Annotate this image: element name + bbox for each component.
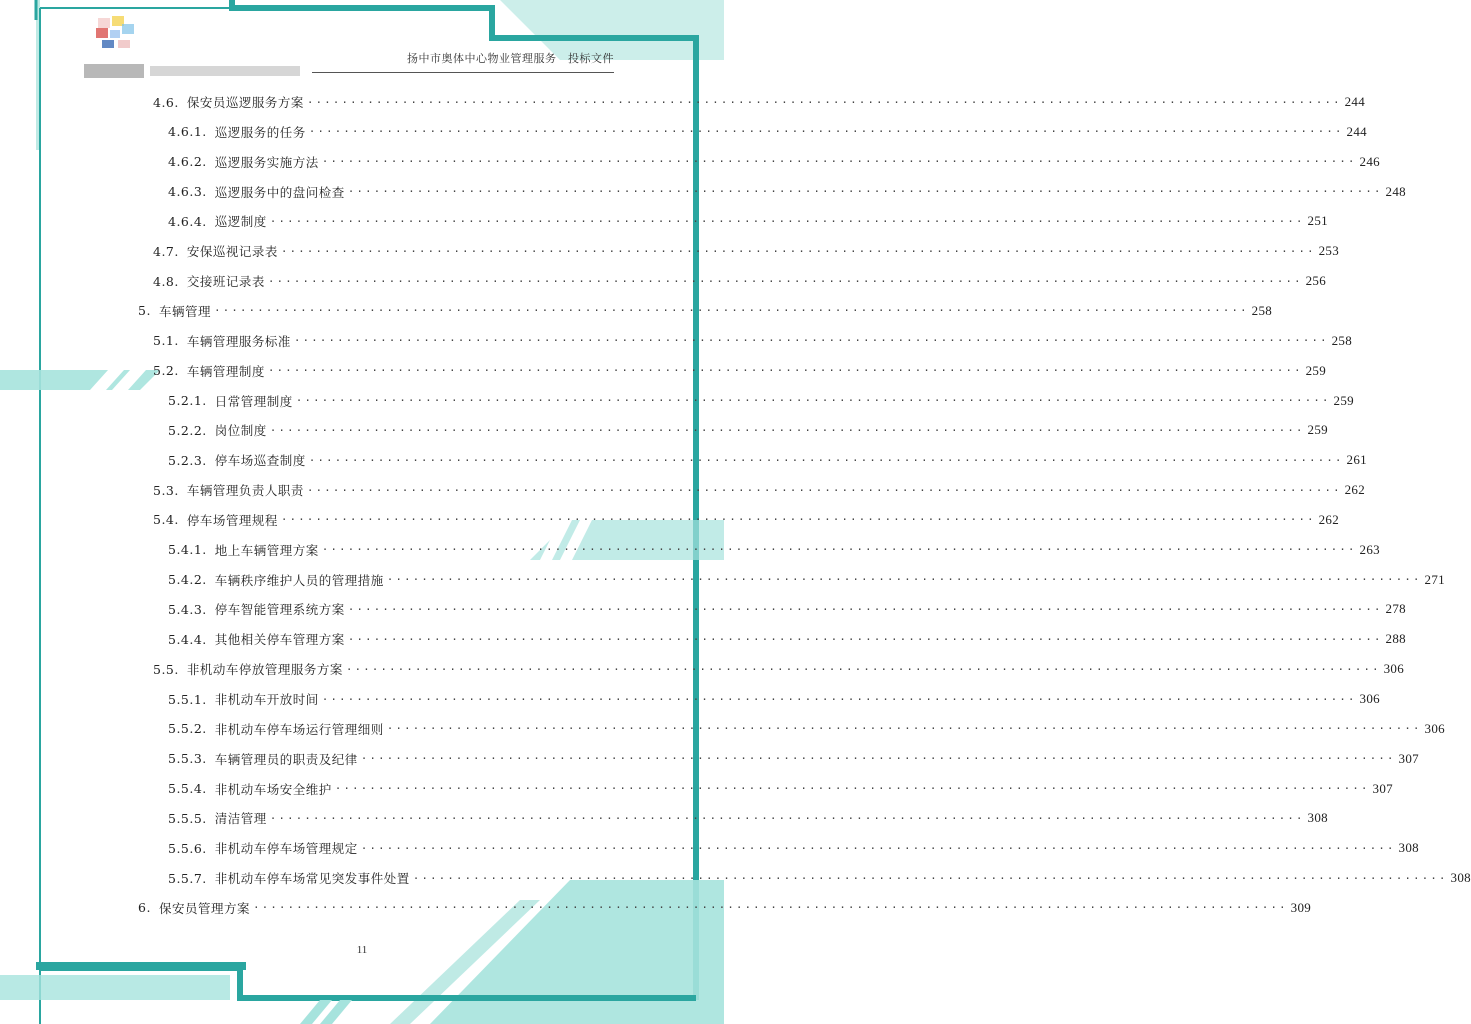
toc-entry-number: 5.4. xyxy=(153,512,179,528)
toc-leader-dots: ........................................................................................................................ xyxy=(267,361,1303,375)
toc-entry-page: 251 xyxy=(1307,213,1328,229)
toc-entry-number: 5. xyxy=(138,303,151,319)
toc-entry-title: 非机动车开放时间 xyxy=(214,692,319,707)
toc-entry-page: 259 xyxy=(1305,362,1326,378)
toc-entry-number: 5.2.1. xyxy=(168,393,207,408)
toc-entry-number: 5.5.7. xyxy=(168,870,207,886)
toc-leader-dots: ........................................................................................................................ xyxy=(269,211,1305,225)
toc-entry-number: 5.1. xyxy=(153,333,179,349)
toc-entry-number: 4.8. xyxy=(153,273,179,289)
toc-leader-dots: ........................................................................................................................ xyxy=(308,122,1344,136)
toc-entry-page: 309 xyxy=(1290,899,1312,915)
company-logo xyxy=(84,12,314,82)
toc-entry-title: 巡逻制度 xyxy=(214,214,267,230)
toc-entry-title: 安保巡视记录表 xyxy=(186,244,278,260)
toc-entry[interactable] xyxy=(168,865,1471,891)
toc-entry[interactable] xyxy=(153,358,1326,384)
toc-leader-dots: ........................................................................................................................ xyxy=(347,599,1383,613)
toc-leader-dots: ........................................................................................................................ xyxy=(306,92,1342,106)
toc-entry[interactable] xyxy=(168,596,1406,622)
toc-leader-dots: ........................................................................................................................ xyxy=(280,241,1316,255)
toc-entry-number: 5.2.2. xyxy=(168,422,207,438)
toc-entry-title: 巡逻服务实施方法 xyxy=(214,154,319,170)
toc-entry-title: 清洁管理 xyxy=(214,811,267,827)
toc-entry-page: 271 xyxy=(1424,571,1445,587)
toc-entry-number: 5.5.2. xyxy=(168,721,207,737)
toc-entry-title: 非机动车停车场常见突发事件处置 xyxy=(214,871,410,887)
logo-mark-icon xyxy=(92,16,138,56)
toc-entry-number: 5.2.3. xyxy=(168,452,207,468)
toc-entry-page: 308 xyxy=(1398,840,1419,856)
header-divider xyxy=(312,72,614,73)
toc-entry[interactable] xyxy=(153,238,1339,264)
toc-entry[interactable] xyxy=(168,805,1328,831)
toc-entry-title: 巡逻服务中的盘问检查 xyxy=(214,184,345,200)
toc-entry-page: 248 xyxy=(1385,183,1406,199)
toc-entry[interactable] xyxy=(168,208,1328,234)
toc-entry-title: 非机动车停车场运行管理细则 xyxy=(214,721,384,737)
toc-entry-title: 保安员管理方案 xyxy=(158,900,250,916)
toc-entry[interactable] xyxy=(153,268,1326,294)
toc-leader-dots: ........................................................................................................................ xyxy=(267,271,1303,285)
toc-entry[interactable] xyxy=(168,835,1419,861)
toc-entry[interactable] xyxy=(168,716,1445,742)
toc-leader-dots: ........................................................................................................................ xyxy=(295,391,1331,404)
toc-entry-page: 253 xyxy=(1318,243,1339,259)
toc-entry-page: 263 xyxy=(1359,541,1380,557)
toc-entry-page: 288 xyxy=(1385,631,1406,647)
toc-entry-title: 其他相关停车管理方案 xyxy=(214,632,345,648)
toc-entry-title: 日常管理制度 xyxy=(214,393,293,409)
toc-entry-number: 6. xyxy=(138,900,151,916)
toc-entry[interactable] xyxy=(168,776,1393,802)
toc-entry-number: 5.5.1. xyxy=(168,691,207,707)
toc-entry-title: 车辆管理制度 xyxy=(186,363,265,379)
toc-entry-title: 停车场管理规程 xyxy=(186,512,278,528)
toc-entry-number: 4.6.2. xyxy=(168,154,207,170)
toc-entry-title: 巡逻服务的任务 xyxy=(214,124,306,140)
toc-entry[interactable] xyxy=(153,477,1365,503)
toc-entry[interactable] xyxy=(168,388,1354,414)
toc-entry-title: 岗位制度 xyxy=(214,423,267,439)
toc-entry-number: 5.5.3. xyxy=(168,751,207,767)
toc-entry-title: 车辆管理 xyxy=(158,303,211,319)
toc-entry-number: 5.4.1. xyxy=(168,542,207,558)
toc-entry-number: 5.4.4. xyxy=(168,631,207,647)
toc-leader-dots: ........................................................................................................................ xyxy=(213,301,1249,315)
toc-entry-number: 5.5.5. xyxy=(168,810,207,826)
toc-entry-title: 非机动车场安全维护 xyxy=(214,781,332,797)
toc-entry-title: 非机动车停放管理服务方案 xyxy=(186,662,343,678)
toc-entry-page: 308 xyxy=(1450,870,1471,886)
toc-entry[interactable] xyxy=(153,656,1404,682)
toc-entry-title: 交接班记录表 xyxy=(186,274,265,290)
toc-entry-page: 261 xyxy=(1346,452,1367,468)
toc-entry-page: 308 xyxy=(1307,810,1328,826)
toc-entry[interactable] xyxy=(168,447,1367,473)
toc-leader-dots: ........................................................................................................................ xyxy=(321,689,1357,703)
toc-entry[interactable] xyxy=(168,179,1406,205)
toc-entry-page: 278 xyxy=(1385,601,1406,617)
toc-leader-dots: ........................................................................................................................ xyxy=(293,331,1329,345)
toc-entry-title: 非机动车停车场管理规定 xyxy=(214,841,358,857)
toc-entry[interactable] xyxy=(138,298,1273,324)
toc-leader-dots: ........................................................................................................................ xyxy=(306,480,1342,494)
toc-entry-page: 244 xyxy=(1346,123,1367,139)
toc-entry-page: 262 xyxy=(1318,511,1339,527)
toc-entry-page: 307 xyxy=(1372,780,1393,796)
toc-entry[interactable] xyxy=(153,89,1365,115)
toc-entry[interactable] xyxy=(168,567,1445,593)
toc-leader-dots: ........................................................................................................................ xyxy=(345,659,1381,673)
toc-entry[interactable] xyxy=(168,746,1419,772)
toc-leader-dots: ........................................................................................................................ xyxy=(321,540,1357,554)
toc-entry-page: 256 xyxy=(1305,273,1326,289)
toc-entry-page: 259 xyxy=(1333,392,1354,408)
toc-leader-dots: ........................................................................................................................ xyxy=(386,570,1422,584)
toc-leader-dots: ........................................................................................................................ xyxy=(321,152,1357,166)
toc-leader-dots: ........................................................................................................................ xyxy=(252,898,1288,912)
toc-leader-dots: ........................................................................................................................ xyxy=(386,719,1422,733)
toc-entry-page: 246 xyxy=(1359,153,1380,169)
toc-entry-number: 5.5.6. xyxy=(168,840,207,856)
toc-entry[interactable] xyxy=(168,686,1380,712)
toc-entry-title: 车辆管理负责人职责 xyxy=(186,483,304,499)
toc-entry-page: 258 xyxy=(1251,302,1273,318)
toc-entry[interactable] xyxy=(153,328,1352,354)
toc-entry-number: 4.6.1. xyxy=(168,124,207,140)
toc-entry-number: 4.7. xyxy=(153,243,179,259)
toc-leader-dots: ........................................................................................................................ xyxy=(269,420,1305,434)
toc-entry-number: 4.6.3. xyxy=(168,184,207,200)
toc-entry[interactable] xyxy=(168,417,1328,443)
toc-entry-number: 4.6. xyxy=(153,94,179,110)
toc-entry-page: 306 xyxy=(1359,691,1380,706)
toc-entry-number: 5.4.2. xyxy=(168,572,207,588)
toc-leader-dots: ........................................................................................................................ xyxy=(308,450,1344,464)
toc-entry-number: 4.6.4. xyxy=(168,213,207,229)
toc-entry-number: 5.4.3. xyxy=(168,601,207,617)
toc-entry-page: 244 xyxy=(1344,94,1365,109)
logo-text-blurred xyxy=(84,62,314,80)
toc-entry-page: 262 xyxy=(1344,482,1365,498)
toc-entry-page: 258 xyxy=(1331,332,1352,348)
toc-entry-page: 306 xyxy=(1424,720,1445,736)
toc-entry-number: 5.5.4. xyxy=(168,781,207,797)
toc-leader-dots: ........................................................................................................................ xyxy=(412,868,1448,882)
toc-entry-page: 307 xyxy=(1398,750,1419,766)
header-document-title: 扬中市奥体中心物业管理服务 投标文件 xyxy=(407,52,614,65)
toc-entry-title: 停车场巡查制度 xyxy=(214,453,306,469)
toc-leader-dots: ........................................................................................................................ xyxy=(280,510,1316,524)
toc-leader-dots: ........................................................................................................................ xyxy=(334,779,1370,793)
toc-leader-dots: ........................................................................................................................ xyxy=(360,838,1396,852)
toc-entry-title: 地上车辆管理方案 xyxy=(214,542,319,558)
toc-entry-title: 车辆秩序维护人员的管理措施 xyxy=(214,572,384,588)
toc-entry[interactable] xyxy=(168,626,1406,652)
toc-entry[interactable] xyxy=(168,119,1367,145)
toc-entry[interactable] xyxy=(138,895,1312,921)
toc-entry-page: 306 xyxy=(1383,661,1404,677)
page-number: 11 xyxy=(356,944,368,956)
toc-entry[interactable] xyxy=(168,537,1380,563)
toc-entry[interactable] xyxy=(168,149,1380,175)
toc-entry-number: 5.2. xyxy=(153,363,179,379)
toc-entry-number: 5.5. xyxy=(153,661,179,677)
toc-entry-title: 停车智能管理系统方案 xyxy=(214,602,345,618)
toc-entry-title: 保安员巡逻服务方案 xyxy=(186,95,304,110)
toc-leader-dots: ........................................................................................................................ xyxy=(360,749,1396,763)
toc-leader-dots: ........................................................................................................................ xyxy=(269,808,1305,822)
toc-entry-number: 5.3. xyxy=(153,482,179,498)
toc-entry-page: 259 xyxy=(1307,422,1328,438)
toc-entry[interactable] xyxy=(153,507,1339,533)
toc-entry-title: 车辆管理服务标准 xyxy=(186,333,291,349)
toc-leader-dots: ........................................................................................................................ xyxy=(347,629,1383,643)
toc-entry-title: 车辆管理员的职责及纪律 xyxy=(214,751,358,767)
toc-leader-dots: ........................................................................................................................ xyxy=(347,182,1383,196)
